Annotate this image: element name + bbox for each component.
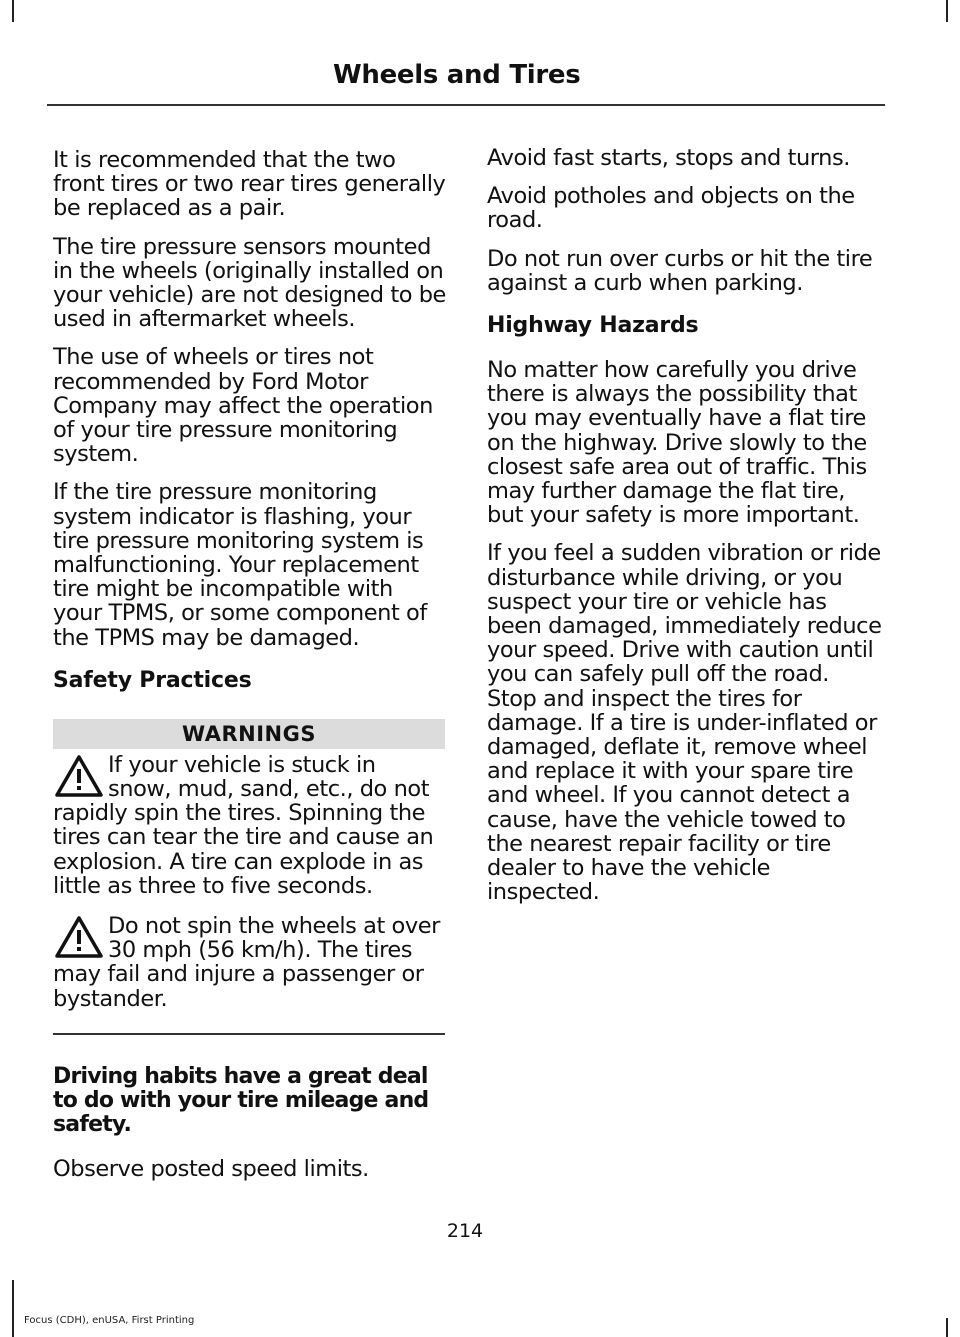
paragraph-avoid-potholes: Avoid potholes and objects on the road. [487,183,855,234]
driving-habits-heading: Driving habits have a great deal to do with your tire mileage and safety. [53,1063,429,1137]
paragraph-sensors: The tire pressure sensors mounted in the wheels (originally installed on your vehicle) are not designed to be used in aftermarket wheels. [53,233,446,333]
paragraph-avoid-fast-starts: Avoid fast starts, stops and turns. [487,145,850,171]
paragraph-flat-tire: No matter how carefully you drive there is always the possibility that you may eventually have a flat tire on the highway. Drive slowly to the closest safe area out of traffic. This may further damage the flat tire, but your safety is more important. [487,357,867,529]
paragraph-ford-recommended: The use of wheels or tires not recommended by Ford Motor Company may affect the operation of your tire pressure monitoring system. [53,344,433,468]
crop-mark-top-left [12,0,14,22]
paragraph-speed-limits: Observe posted speed limits. [53,1155,369,1182]
header-rule [47,104,885,106]
paragraph-replace-pair: It is recommended that the two front tires or two rear tires generally be replaced as a pair. [53,147,446,222]
warning-text: Do not spin the wheels at over 30 mph (56 km/h). The tires may fail and injure a passenger or bystander. [53,913,440,1012]
warning-text: If your vehicle is stuck in snow, mud, sand, etc., do not rapidly spin the tires. Spinning the tires can tear the tire and cause an explosion. A tire can explode in as little as three to five seconds. [53,751,434,899]
warnings-bottom-rule [53,1033,445,1035]
warning-triangle-icon [53,753,105,799]
warning-triangle-icon [53,914,105,960]
paragraph-vibration: If you feel a sudden vibration or ride disturbance while driving, or you suspect your tire or vehicle has been damaged, immediately reduce your speed. Drive with caution until you can safely pull off the road. Stop and inspect the tires for damage. If a tire is under-inflated or damaged, deflate it, remove wheel and replace it with your spare tire and wheel. If you cannot detect a cause, have the vehicle towed to the nearest repair facility or tire dealer to have the vehicle inspected. [487,540,882,906]
safety-practices-heading: Safety Practices [53,667,252,693]
right-column [487,146,882,918]
edition-footer: Focus (CDH), enUSA, First Printing [24,1315,195,1326]
crop-mark-bottom-right [946,1318,948,1337]
left-column [53,148,448,1195]
crop-mark-bottom-left [12,1280,14,1337]
crop-mark-top-right [946,0,948,22]
page-number: 214 [446,1220,484,1242]
warning-item [53,753,445,898]
warnings-box [53,719,445,1035]
warning-item [53,914,445,1011]
highway-hazards-heading: Highway Hazards [487,313,699,339]
paragraph-curbs: Do not run over curbs or hit the tire against a curb when parking. [487,245,873,296]
warnings-title: WARNINGS [53,719,445,749]
paragraph-tpms-flashing: If the tire pressure monitoring system indicator is flashing, your tire pressure monitoring system is malfunctioning. Your replacement tire might be incompatible with your TPMS, or some component of the TPMS may be damaged. [53,479,427,651]
page-header [333,60,580,90]
page-title: Wheels and Tires [333,60,581,90]
